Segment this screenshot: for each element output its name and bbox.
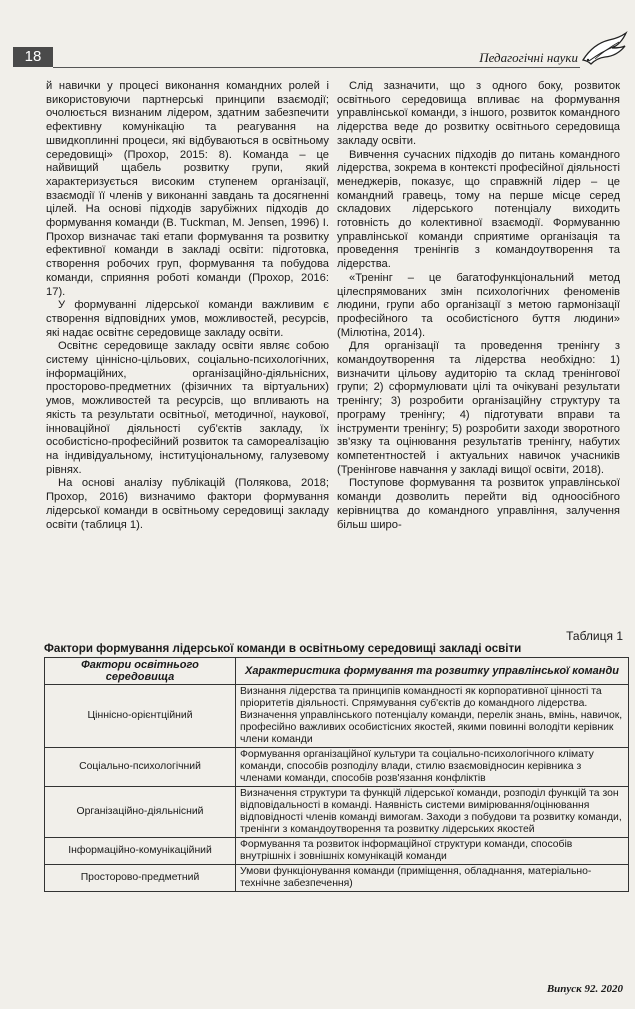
paragraph: Слід зазначити, що з одного боку, розвиток освітнього середовища впливає на формування управлінської команди, з іншого, розвиток командного лідерства веде до розвитку освітнього середовища закладу освіти. xyxy=(337,80,620,147)
table-title: Фактори формування лідерської команди в освітньому середовищі закладі освіти xyxy=(44,642,522,655)
factor-cell: Організаційно-діяльнісний xyxy=(45,787,236,838)
table-row xyxy=(45,838,629,865)
paragraph: «Тренінг – це багатофункціональний метод цілеспрямованих змін психологічних феноменів людини, групи або організації з метою гармонізації професійного та особистісного буття людини» (Мілютіна, 2014). xyxy=(337,271,620,339)
paragraph: На основі аналізу публікацій (Полякова, 2018; Прохор, 2016) визначимо фактори формування лідерської команди в освітньому середовищі закладу освіти (таблиця 1). xyxy=(46,477,329,531)
characteristic-cell: Умови функціонування команди (приміщення, обладнання, матеріально-технічне забезпечення) xyxy=(236,865,629,892)
table-row xyxy=(45,865,629,892)
paragraph: Вивчення сучасних підходів до питань командного лідерства, зокрема в контексті професійної діяльності менеджерів, показує, що справжній лідер – це командний гравець, тому на перше місце серед складових лідерського потенціалу виходить готовність до колективної взаємодії. Формуванню управлінської команди сприятиме організація та проведення тренінгів з командоутворення та лідерства. xyxy=(337,148,620,271)
factor-cell: Ціннісно-орієнтційний xyxy=(45,685,236,748)
factor-cell: Просторово-предметний xyxy=(45,865,236,892)
table-row xyxy=(45,748,629,787)
characteristic-cell: Формування та розвиток інформаційної структури команди, способів внутрішніх і зовнішніх комунікацій команди xyxy=(236,838,629,865)
paragraph: Для організації та проведення тренінгу з командоутворення та лідерства необхідно: 1) визначити цільову аудиторію та склад тренінгової групи; 2) сформулювати цілі та очікувані результати тренінгу; 3) розробити організаційну структуру та програму тренінгу; 4) підготувати вправи та інструменти тренінгу; 5) розробити заходи зворотного зв'язку та оцінювання результатів тренінгу, набутих компетентностей і актуальних навичок учасників (Тренінгове навчання у закладі вищої освіти, 2018). xyxy=(337,340,620,476)
table-row xyxy=(45,787,629,838)
column-header-factors: Фактори освітнього середовища xyxy=(45,658,236,685)
characteristic-cell: Визначення структури та функцій лідерської команди, розподіл функцій та зон відповідальності в команді. Наявність системи вимірювання/оцінювання відповідності членів команді вимогам. Заходи з побудови та розвитку команди, тренінги з командоутворення та розвитку лідерських якостей xyxy=(236,787,629,838)
text-column-left xyxy=(46,80,329,532)
header-divider xyxy=(53,67,580,68)
characteristic-cell: Визнання лідерства та принципів командності як корпоративної цінності та пріоритетів діяльності. Спрямування суб'єктів до командного лідерства. Визначення управлінського потенціалу команди, перелік знань, вмінь, навичок, професійно важливих особистісних якостей, якими повинні володіти керівник члени команди xyxy=(236,685,629,748)
text-column-right xyxy=(337,80,620,532)
table-row xyxy=(45,685,629,748)
paragraph: й навички у процесі виконання командних ролей і використовуючи партнерські принципи взаємодії; очолюється визнаним лідером, здатним забезпечити ефективну комунікацію та реагування на швидкоплинні процеси, які відбуваються в освітньому середовищі» (Прохор, 2015: 8). Команда – це найвищий щабель розвитку групи, який характеризується високим ступенем організації, взаємодії її членів у виконанні завдань та досягненні цілей. На основі підходів зарубіжних підходів до формування команди (B. Tuckman, M. Jensen, 1996) І. Прохор визначає такі етапи формування та розвитку ефективної команди в закладі освіти: підготовка, створення робочих груп, формування та побудова команди, сприяння роботі команди (Прохор, 2016: 17). xyxy=(46,80,329,298)
factor-cell: Інформаційно-комунікаційний xyxy=(45,838,236,865)
table-header-row xyxy=(45,658,629,685)
factors-table xyxy=(44,657,629,892)
column-header-characteristic: Характеристика формування та розвитку управлінської команди xyxy=(236,658,629,685)
paragraph: У формуванні лідерської команди важливим є створення відповідних умов, можливостей, ресурсів, які надає освітнє середовище закладу освіти. xyxy=(46,299,329,339)
bird-logo-icon xyxy=(579,30,629,74)
factor-cell: Соціально-психологічний xyxy=(45,748,236,787)
issue-footer: Випуск 92. 2020 xyxy=(546,983,623,995)
paragraph: Освітнє середовище закладу освіти являє собою систему ціннісно-цільових, соціально-психологічних, інформаційних, організаційно-діяльнісних, просторово-предметних (фізичних та віртуальних) умов, можливостей та ресурсів, що впливають на якість та результати освітньої, методичної, наукової, інноваційної діяльності суб'єктів закладу, їх особистісно-професійний розвиток та самореалізацію на індивідуальному, інституціональному, галузевому рівнях. xyxy=(46,340,329,476)
page-number: 18 xyxy=(13,47,53,67)
table-caption: Таблиця 1 xyxy=(566,629,623,643)
characteristic-cell: Формування організаційної культури та соціально-психологічного клімату команди, способів розподілу влади, стилю взаємовідносин керівника з членами команди, способів розв'язання конфліктів xyxy=(236,748,629,787)
journal-title: Педагогічні науки xyxy=(479,50,578,65)
paragraph: Поступове формування та розвиток управлінської команди дозволить перейти від одноосібного керівництва до командного управління, залучення більш широ- xyxy=(337,477,620,531)
